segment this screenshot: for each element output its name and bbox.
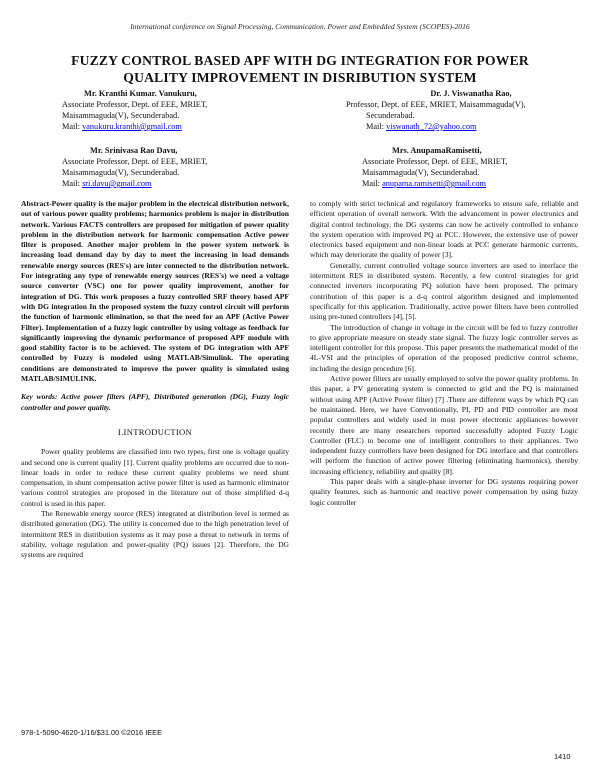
section-heading-introduction: I.INTRODUCTION (117, 426, 193, 437)
author-block-2 (346, 88, 596, 132)
author-name: Mr. Kranthi Kumar. Vanukuru, (84, 89, 197, 98)
author-email-link[interactable]: vanukuru.kranthi@gmail.com (82, 122, 182, 131)
paragraph: The Renewable energy source (RES) integrated at distribution level is termed as distributed generation (DG). The utility is concerned due to the high penetration level of intermittent RES in distribution systems as it may pose a threat to network in terms of stability, voltage regulation and power-quality (PQ) issues [2]. Therefore, the DG systems are required (21, 509, 289, 560)
author-email-link[interactable]: sri.davu@gmail.com (82, 179, 152, 188)
paragraph: This paper deals with a single-phase inverter for DG systems requiring power quality features, such as harmonic and reactive power compensation by using fuzzy logic controller (310, 477, 578, 507)
author-mail: Mail: viswanath_72@yahoo.com (366, 122, 477, 131)
author-affiliation: Maisammaguda(V), Secunderabad. (62, 168, 180, 177)
author-block-3 (62, 145, 312, 189)
author-block-1 (62, 88, 312, 132)
abstract: Abstract-Power quality is the major problem in the electrical distribution network, out of various power quality problems; harmonics problem is major in distribution network. Various FACTS controllers are proposed for mitigation of power quality problem in the distribution network for harmonic compensation Active power filter is proposed. Another major problem in the power system network is increasing load demand day by day to meet the increasing in load demands renewable energy sources (RES's) are inter connected to the distribution network. For integrating any type of renewable energy sources (RES's) we need a voltage source converter (VSC) one for power quality improvement, another for integration of DG. This work proposes a fuzzy controlled SRF theory based APF with DG integration In the proposed system the fuzzy control circuit will perform the function of harmonic elimination, so that the need for an APF (Active Power Filter). Implementation of a fuzzy logic controller by using voltage as feedback for significantly improving the dynamic performance of proposed APF module with good stability factor is to be achieved. The system of DG integration with APF controlled by Fuzzy is modeled using MATLAB/Simulink. The operating conditions are demonstrated to improve the power quality is simulated using MATLAB/SIMULINK. (21, 199, 289, 384)
page-number: 1410 (554, 752, 571, 761)
author-mail: Mail: vanukuru.kranthi@gmail.com (62, 122, 182, 131)
author-email-link[interactable]: viswanath_72@yahoo.com (386, 122, 477, 131)
author-name: Mr. Srinivasa Rao Davu, (90, 146, 178, 155)
conference-header: International conference on Signal Processing, Communication, Power and Embedded System (SCOPES)-2016 (130, 22, 470, 31)
author-affiliation: Maisammaguda(V), Secunderabad. (62, 111, 180, 120)
paper-title (20, 52, 580, 86)
copyright-footer: 978-1-5090-4620-1/16/$31.00 ©2016 IEEE (21, 728, 163, 737)
author-affiliation: Associate Professor, Dept. of EEE, MRIET, (62, 100, 208, 109)
author-affiliation: Associate Professor, Dept. of EEE, MRIET, (362, 157, 508, 166)
author-affiliation: Maisammaguda(V), Secunderabad. (362, 168, 480, 177)
author-affiliation: Associate Professor, Dept. of EEE, MRIET, (62, 157, 208, 166)
author-mail: Mail: sri.davu@gmail.com (62, 179, 152, 188)
author-block-4 (362, 145, 600, 189)
left-column (21, 199, 289, 561)
author-mail: Mail: anupama.ramisetti@gmail.com (362, 179, 487, 188)
author-name: Mrs. AnupamaRamisetti, (392, 146, 482, 155)
author-name: Dr. J. Viswanatha Rao, (430, 89, 512, 98)
author-affiliation: Professor, Dept. of EEE, MRIET, Maisammaguda(V), (346, 100, 526, 109)
title-line-2: QUALITY IMPROVEMENT IN DISRIBUTION SYSTEM (123, 70, 477, 85)
paragraph: Generally, current controlled voltage source inverters are used to interface the intermittent RES in distributed system. Recently, a few control strategies for grid connected inverters incorporating PQ solution have been proposed. The primary contribution of this paper is a d-q control algorithm designed and implemented specifically for this application. Traditionally, active power filters have been controlled using pre-tuned controllers [4], [5]. (310, 260, 578, 322)
title-line-1: FUZZY CONTROL BASED APF WITH DG INTEGRATION FOR POWER (71, 53, 529, 68)
author-email-link[interactable]: anupama.ramisetti@gmail.com (382, 179, 487, 188)
author-affiliation: Secunderabad. (366, 111, 415, 120)
paragraph: Active power filters are usually employed to solve the power quality problems. In this paper, a PV generating system is connected to grid and the PQ is maintained without using APF (Active Power filter) [7] .There are different ways by which PQ can be maintained. Here, we have Conventionally, PI, PD and PID controller are most popular controllers and widely used in most power electronic appliances however recently there are many researchers reported successfully adopted Fuzzy Logic Controller (FLC) to become one of intelligent controllers to their appliances. Two independent fuzzy controllers have been designed for DG interface and that controllers will perform the function of active power filtering (eliminating harmonics), thereby increasing efficiency, reliability and quality [8]. (310, 374, 578, 476)
right-column (310, 199, 578, 508)
paragraph: to comply with strict technical and regulatory frameworks to ensure safe, reliable and efficient operation of overall network. With the advancement in power electronics and digital control technology, the DG systems can now be actively controlled to enhance the system operation with improved PQ at PCC. However, the extensive use of power electronics based equipment and non-linear loads at PCC generate harmonic currents, which may deteriorate the quality of power [3]. (310, 199, 578, 260)
paragraph: The introduction of change in voltage in the circuit will be fed to fuzzy controller to give appropriate measure on steady state signal. The fuzzy logic controller serves as intelligent controller for this propose. This paper presents the mathematical model of the 4L-VSI and the principles of operation of the proposed predictive control scheme, including the design procedure [6]. (310, 322, 578, 373)
paragraph: Power quality problems are classified into two types, first one is voltage quality and second one is current quality [1]. Current quality problems are occurred due to non-linear loads in order to reduce these current quality problems we need shunt compensation, in shunt compensation active power filter is used as harmonic eliminator various control strategies are proposed in the literature out of those simplified d-q control is used in this paper. (21, 447, 289, 508)
keywords: Key words: Active power filters (APF), Distributed generation (DG), Fuzzy logic controller and power quality. (21, 392, 289, 412)
